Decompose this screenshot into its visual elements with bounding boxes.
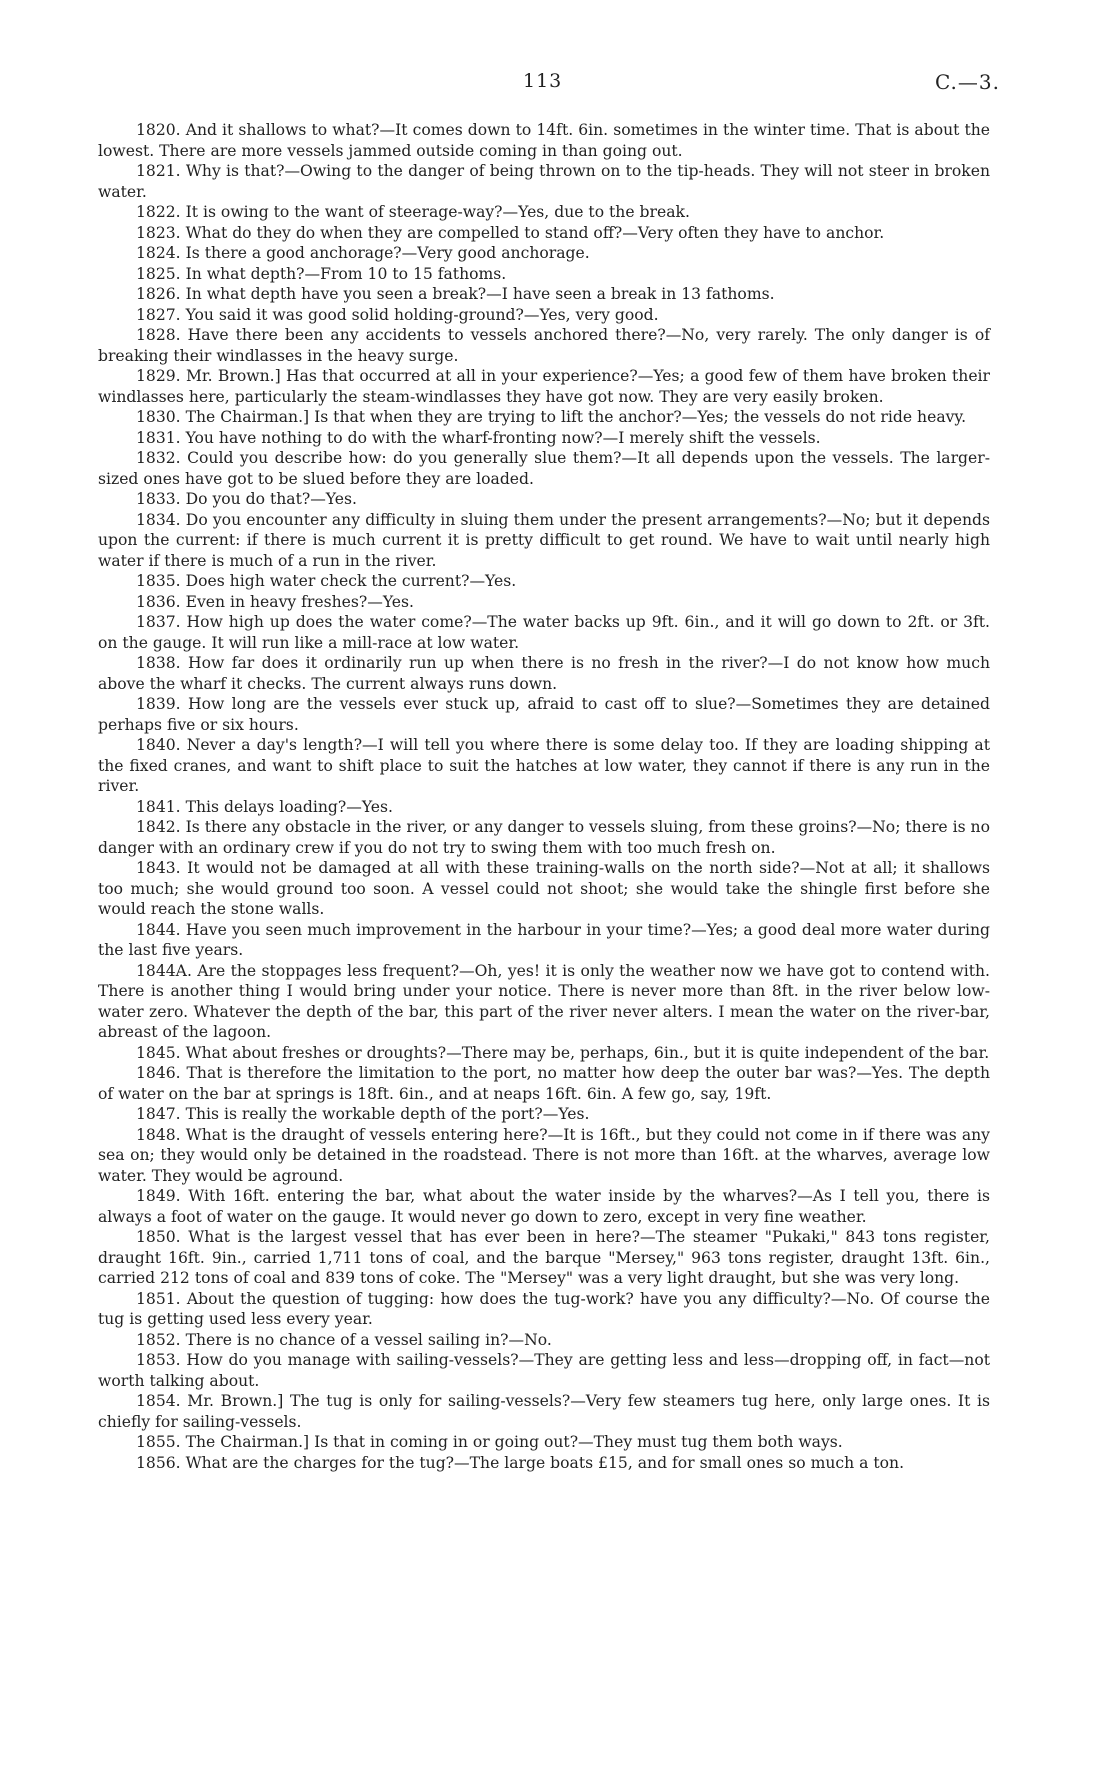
question-paragraph: 1831. You have nothing to do with the wharf-fronting now?—I merely shift the vessels. (136, 428, 821, 447)
document-reference: C.—3. (934, 70, 1000, 94)
question-paragraph: 1852. There is no chance of a vessel sailing in?—No. (136, 1330, 552, 1349)
question-paragraph: 1826. In what depth have you seen a break?—I have seen a break in 13 fathoms. (136, 285, 775, 303)
question-paragraph: 1837. How high up does the water come?—The water backs up 9ft. 6in., and it will go down to 2ft. or 3ft. on the gauge. It will run like a mill-race at low water. (98, 613, 990, 652)
question-paragraph: 1849. With 16ft. entering the bar, what about the water inside by the wharves?—As I tell you, there is always a foot of water on the gauge. It would never go down to zero, except in very fine weather. (98, 1187, 990, 1226)
question-paragraph: 1838. How far does it ordinarily run up when there is no fresh in the river?—I do not know how much above the wharf it checks. The current always runs down. (98, 654, 990, 693)
evidence-text (98, 120, 990, 1473)
question-paragraph: 1824. Is there a good anchorage?—Very good anchorage. (136, 244, 590, 262)
question-paragraph: 1820. And it shallows to what?—It comes down to 14ft. 6in. sometimes in the winter time. That is about the lowest. There are more vessels jammed outside coming in than going out. (98, 121, 990, 160)
question-paragraph: 1854. Mr. Brown.] The tug is only for sailing-vessels?—Very few steamers tug here, only large ones. It is chiefly for sailing-vessels. (98, 1392, 990, 1431)
question-paragraph: 1842. Is there any obstacle in the river, or any danger to vessels sluing, from these groins?—No; there is no danger with an ordinary crew if you do not try to swing them with too much fresh on. (98, 818, 990, 857)
question-paragraph: 1846. That is therefore the limitation to the port, no matter how deep the outer bar was?—Yes. The depth of water on the bar at springs is 18ft. 6in., and at neaps 16ft. 6in. A few go, say, 19ft. (98, 1064, 990, 1103)
question-paragraph: 1835. Does high water check the current?—Yes. (136, 572, 517, 590)
question-paragraph: 1832. Could you describe how: do you generally slue them?—It all depends upon the vessels. The larger-sized ones have got to be slued before they are loaded. (98, 449, 990, 488)
page-header (0, 70, 1114, 100)
question-paragraph: 1830. The Chairman.] Is that when they are trying to lift the anchor?—Yes; the vessels do not ride heavy. (136, 408, 967, 426)
question-paragraph: 1853. How do you manage with sailing-vessels?—They are getting less and less—dropping off, in fact—not worth talking about. (98, 1351, 990, 1390)
question-paragraph: 1823. What do they do when they are compelled to stand off?—Very often they have to anchor. (136, 223, 885, 242)
question-paragraph: 1844A. Are the stoppages less frequent?—Oh, yes! it is only the weather now we have got to contend with. There is another thing I would bring under your notice. There is never more than 8ft. in the river below low-water zero. Whatever the depth of the bar, this part of the river never alters. I mean the water on the river-bar, abreast of the lagoon. (98, 961, 990, 1041)
question-paragraph: 1840. Never a day's length?—I will tell you where there is some delay too. If they are loading shipping at the fixed cranes, and want to shift place to suit the hatches at low water, they cannot if there is any run in the river. (98, 736, 990, 795)
question-paragraph: 1828. Have there been any accidents to vessels anchored there?—No, very rarely. The only danger is of breaking their windlasses in the heavy surge. (98, 326, 990, 365)
question-paragraph: 1843. It would not be damaged at all with these training-walls on the north side?—Not at all; it shallows too much; she would ground too soon. A vessel could not shoot; she would take the shingle first before she would reach the stone walls. (98, 859, 990, 918)
question-paragraph: 1856. What are the charges for the tug?—The large boats £15, and for small ones so much a ton. (136, 1453, 905, 1472)
question-paragraph: 1839. How long are the vessels ever stuck up, afraid to cast off to slue?—Sometimes they are detained perhaps five or six hours. (98, 695, 990, 734)
question-paragraph: 1822. It is owing to the want of steerage-way?—Yes, due to the break. (136, 203, 690, 221)
question-paragraph: 1834. Do you encounter any difficulty in sluing them under the present arrangements?—No; but it depends upon the current: if there is much current it is pretty difficult to get round. We have to wait until nearly high water if there is much of a run in the river. (98, 510, 990, 570)
question-paragraph: 1827. You said it was good solid holding-ground?—Yes, very good. (136, 305, 659, 324)
question-paragraph: 1825. In what depth?—From 10 to 15 fathoms. (136, 264, 507, 283)
question-paragraph: 1836. Even in heavy freshes?—Yes. (136, 592, 414, 611)
question-paragraph: 1821. Why is that?—Owing to the danger of being thrown on to the tip-heads. They will not steer in broken water. (98, 162, 990, 201)
question-paragraph: 1851. About the question of tugging: how does the tug-work? have you any difficulty?—No. Of course the tug is getting used less every year. (98, 1289, 990, 1328)
page-number: 113 (523, 70, 563, 92)
question-paragraph: 1845. What about freshes or droughts?—There may be, perhaps, 6in., but it is quite independent of the bar. (136, 1043, 990, 1062)
question-paragraph: 1850. What is the largest vessel that has ever been in here?—The steamer "Pukaki," 843 tons register, draught 16ft. 9in., carried 1,711 tons of coal, and the barque "Mersey," 963 tons register, draught 13ft. 6in., carried 212 tons of coal and 839 tons of coke. The "Mersey" was a very light draught, but she was very long. (98, 1228, 990, 1287)
question-paragraph: 1833. Do you do that?—Yes. (136, 490, 357, 508)
question-paragraph: 1855. The Chairman.] Is that in coming in or going out?—They must tug them both ways. (136, 1433, 843, 1451)
question-paragraph: 1847. This is really the workable depth of the port?—Yes. (136, 1105, 590, 1123)
question-paragraph: 1848. What is the draught of vessels entering here?—It is 16ft., but they could not come in if there was any sea on; they would only be detained in the roadstead. There is not more than 16ft. at the wharves, average low water. They would be aground. (98, 1125, 990, 1185)
question-paragraph: 1841. This delays loading?—Yes. (136, 797, 393, 816)
question-paragraph: 1829. Mr. Brown.] Has that occurred at all in your experience?—Yes; a good few of them have broken their windlasses here, particularly the steam-windlasses they have got now. They are very easily broken. (98, 367, 990, 406)
question-paragraph: 1844. Have you seen much improvement in the harbour in your time?—Yes; a good deal more water during the last five years. (98, 920, 990, 959)
